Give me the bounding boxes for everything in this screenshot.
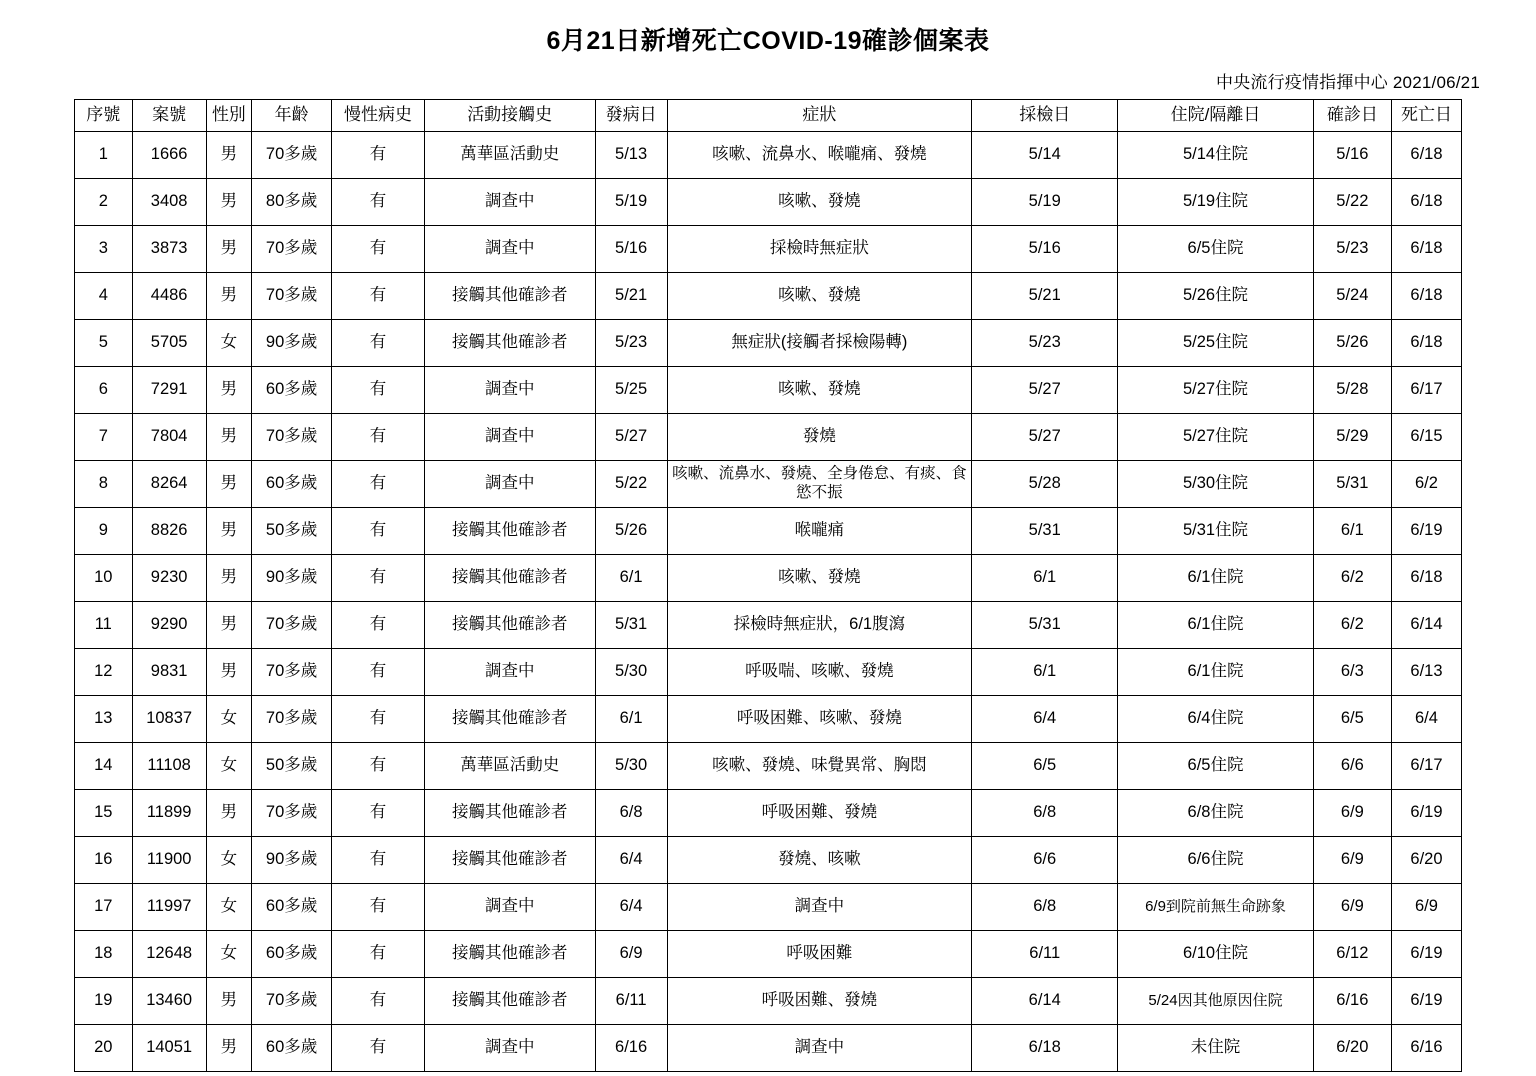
- cell-confirm-date: 6/9: [1313, 836, 1391, 883]
- table-row: [75, 366, 1462, 413]
- cell-history: 接觸其他確診者: [424, 507, 595, 554]
- cell-hospital: 未住院: [1118, 1024, 1313, 1071]
- cell-case-no: 11899: [132, 789, 206, 836]
- cell-seq: 1: [75, 131, 133, 178]
- cell-seq: 7: [75, 413, 133, 460]
- cell-chronic: 有: [332, 460, 425, 507]
- cell-confirm-date: 5/16: [1313, 131, 1391, 178]
- cell-chronic: 有: [332, 1024, 425, 1071]
- cell-hospital: 5/27住院: [1118, 366, 1313, 413]
- cell-death-date: 6/19: [1391, 977, 1461, 1024]
- cell-death-date: 6/13: [1391, 648, 1461, 695]
- cell-symptoms: 無症狀(接觸者採檢陽轉): [667, 319, 972, 366]
- cell-hospital: 5/24因其他原因住院: [1118, 977, 1313, 1024]
- source-attribution: 中央流行疫情指揮中心 2021/06/21: [1215, 72, 1480, 92]
- cell-sex: 男: [206, 272, 251, 319]
- cell-chronic: 有: [332, 601, 425, 648]
- cell-history: 調查中: [424, 178, 595, 225]
- cell-chronic: 有: [332, 883, 425, 930]
- cell-sex: 男: [206, 366, 251, 413]
- cell-confirm-date: 6/1: [1313, 507, 1391, 554]
- cell-hospital: 6/5住院: [1118, 225, 1313, 272]
- cell-symptoms: 呼吸喘、咳嗽、發燒: [667, 648, 972, 695]
- cell-onset: 6/9: [595, 930, 667, 977]
- cell-case-no: 13460: [132, 977, 206, 1024]
- cell-sample-date: 5/28: [972, 460, 1118, 507]
- cell-hospital: 5/19住院: [1118, 178, 1313, 225]
- cell-hospital: 5/25住院: [1118, 319, 1313, 366]
- column-header-symptoms: 症狀: [667, 99, 972, 131]
- cell-symptoms: 採檢時無症狀，6/1腹瀉: [667, 601, 972, 648]
- cell-history: 調查中: [424, 225, 595, 272]
- table-row: [75, 460, 1462, 507]
- cell-symptoms: 咳嗽、發燒: [667, 272, 972, 319]
- cell-sample-date: 5/31: [972, 601, 1118, 648]
- cell-confirm-date: 5/28: [1313, 366, 1391, 413]
- cell-symptoms: 喉嚨痛: [667, 507, 972, 554]
- cell-confirm-date: 6/9: [1313, 789, 1391, 836]
- cell-chronic: 有: [332, 554, 425, 601]
- cell-chronic: 有: [332, 695, 425, 742]
- table-row: [75, 413, 1462, 460]
- cell-death-date: 6/9: [1391, 883, 1461, 930]
- table-row: [75, 836, 1462, 883]
- cell-hospital: 6/4住院: [1118, 695, 1313, 742]
- cell-confirm-date: 6/6: [1313, 742, 1391, 789]
- cell-death-date: 6/18: [1391, 554, 1461, 601]
- cell-onset: 6/4: [595, 883, 667, 930]
- cell-death-date: 6/15: [1391, 413, 1461, 460]
- cell-sample-date: 5/21: [972, 272, 1118, 319]
- cell-symptoms: 咳嗽、發燒: [667, 554, 972, 601]
- cell-sample-date: 5/27: [972, 366, 1118, 413]
- cell-age: 60多歲: [251, 366, 331, 413]
- cell-sex: 男: [206, 977, 251, 1024]
- cell-age: 70多歲: [251, 695, 331, 742]
- cell-seq: 11: [75, 601, 133, 648]
- cell-hospital: 6/6住院: [1118, 836, 1313, 883]
- table-row: [75, 977, 1462, 1024]
- table-row: [75, 648, 1462, 695]
- cell-case-no: 9230: [132, 554, 206, 601]
- cell-age: 70多歲: [251, 225, 331, 272]
- table-row: [75, 742, 1462, 789]
- cell-age: 60多歲: [251, 460, 331, 507]
- cell-confirm-date: 6/5: [1313, 695, 1391, 742]
- cell-confirm-date: 5/23: [1313, 225, 1391, 272]
- column-header-onset: 發病日: [595, 99, 667, 131]
- cell-death-date: 6/18: [1391, 131, 1461, 178]
- cell-confirm-date: 5/29: [1313, 413, 1391, 460]
- death-case-table: [74, 99, 1462, 1072]
- table-row: [75, 178, 1462, 225]
- cell-hospital: 5/14住院: [1118, 131, 1313, 178]
- cell-death-date: 6/17: [1391, 742, 1461, 789]
- cell-age: 70多歲: [251, 601, 331, 648]
- cell-sex: 男: [206, 1024, 251, 1071]
- cell-death-date: 6/18: [1391, 272, 1461, 319]
- cell-death-date: 6/18: [1391, 225, 1461, 272]
- cell-hospital: 6/1住院: [1118, 554, 1313, 601]
- cell-death-date: 6/16: [1391, 1024, 1461, 1071]
- cell-sex: 男: [206, 460, 251, 507]
- cell-history: 調查中: [424, 883, 595, 930]
- cell-confirm-date: 5/31: [1313, 460, 1391, 507]
- cell-case-no: 14051: [132, 1024, 206, 1071]
- cell-sample-date: 6/1: [972, 554, 1118, 601]
- cell-death-date: 6/19: [1391, 930, 1461, 977]
- column-header-age: 年齡: [251, 99, 331, 131]
- cell-case-no: 1666: [132, 131, 206, 178]
- cell-onset: 5/31: [595, 601, 667, 648]
- cell-death-date: 6/19: [1391, 789, 1461, 836]
- cell-hospital: 6/8住院: [1118, 789, 1313, 836]
- cell-onset: 5/13: [595, 131, 667, 178]
- cell-sample-date: 5/31: [972, 507, 1118, 554]
- cell-death-date: 6/20: [1391, 836, 1461, 883]
- cell-chronic: 有: [332, 930, 425, 977]
- cell-chronic: 有: [332, 131, 425, 178]
- cell-sex: 女: [206, 319, 251, 366]
- cell-confirm-date: 6/2: [1313, 554, 1391, 601]
- cell-sex: 男: [206, 507, 251, 554]
- column-header-seq: 序號: [75, 99, 133, 131]
- cell-chronic: 有: [332, 225, 425, 272]
- cell-history: 接觸其他確診者: [424, 601, 595, 648]
- cell-history: 萬華區活動史: [424, 742, 595, 789]
- cell-symptoms: 採檢時無症狀: [667, 225, 972, 272]
- cell-hospital: 5/26住院: [1118, 272, 1313, 319]
- cell-onset: 5/19: [595, 178, 667, 225]
- cell-sample-date: 6/14: [972, 977, 1118, 1024]
- cell-case-no: 11900: [132, 836, 206, 883]
- cell-death-date: 6/14: [1391, 601, 1461, 648]
- cell-death-date: 6/18: [1391, 178, 1461, 225]
- cell-sample-date: 5/16: [972, 225, 1118, 272]
- cell-chronic: 有: [332, 977, 425, 1024]
- cell-onset: 6/16: [595, 1024, 667, 1071]
- cell-hospital: 5/31住院: [1118, 507, 1313, 554]
- column-header-hospital: 住院/隔離日: [1118, 99, 1313, 131]
- table-row: [75, 507, 1462, 554]
- cell-history: 調查中: [424, 648, 595, 695]
- table-header-row: [75, 99, 1462, 131]
- cell-symptoms: 呼吸困難、咳嗽、發燒: [667, 695, 972, 742]
- cell-seq: 17: [75, 883, 133, 930]
- cell-sex: 女: [206, 836, 251, 883]
- cell-case-no: 8264: [132, 460, 206, 507]
- cell-hospital: 6/1住院: [1118, 648, 1313, 695]
- cell-death-date: 6/18: [1391, 319, 1461, 366]
- cell-chronic: 有: [332, 178, 425, 225]
- table-row: [75, 930, 1462, 977]
- cell-symptoms: 發燒、咳嗽: [667, 836, 972, 883]
- cell-sample-date: 6/18: [972, 1024, 1118, 1071]
- cell-seq: 2: [75, 178, 133, 225]
- cell-symptoms: 呼吸困難、發燒: [667, 789, 972, 836]
- cell-chronic: 有: [332, 413, 425, 460]
- cell-seq: 10: [75, 554, 133, 601]
- cell-hospital: 5/30住院: [1118, 460, 1313, 507]
- table-row: [75, 319, 1462, 366]
- cell-history: 接觸其他確診者: [424, 977, 595, 1024]
- cell-seq: 8: [75, 460, 133, 507]
- cell-death-date: 6/17: [1391, 366, 1461, 413]
- cell-sample-date: 5/23: [972, 319, 1118, 366]
- cell-confirm-date: 6/9: [1313, 883, 1391, 930]
- cell-onset: 5/27: [595, 413, 667, 460]
- cell-case-no: 9831: [132, 648, 206, 695]
- cell-confirm-date: 5/24: [1313, 272, 1391, 319]
- cell-confirm-date: 6/16: [1313, 977, 1391, 1024]
- cell-seq: 20: [75, 1024, 133, 1071]
- cell-symptoms: 咳嗽、流鼻水、喉嚨痛、發燒: [667, 131, 972, 178]
- cell-confirm-date: 6/20: [1313, 1024, 1391, 1071]
- cell-seq: 4: [75, 272, 133, 319]
- cell-case-no: 8826: [132, 507, 206, 554]
- cell-case-no: 11108: [132, 742, 206, 789]
- cell-age: 80多歲: [251, 178, 331, 225]
- cell-sample-date: 6/6: [972, 836, 1118, 883]
- cell-age: 70多歲: [251, 977, 331, 1024]
- cell-sex: 男: [206, 648, 251, 695]
- cell-hospital: 6/5住院: [1118, 742, 1313, 789]
- cell-history: 調查中: [424, 366, 595, 413]
- cell-onset: 5/23: [595, 319, 667, 366]
- cell-age: 70多歲: [251, 272, 331, 319]
- cell-age: 50多歲: [251, 507, 331, 554]
- cell-onset: 6/8: [595, 789, 667, 836]
- cell-age: 90多歲: [251, 836, 331, 883]
- cell-chronic: 有: [332, 366, 425, 413]
- cell-chronic: 有: [332, 507, 425, 554]
- cell-symptoms: 呼吸困難、發燒: [667, 977, 972, 1024]
- cell-case-no: 3408: [132, 178, 206, 225]
- cell-sex: 男: [206, 789, 251, 836]
- cell-history: 調查中: [424, 413, 595, 460]
- column-header-case-no: 案號: [132, 99, 206, 131]
- cell-confirm-date: 5/22: [1313, 178, 1391, 225]
- cell-confirm-date: 6/3: [1313, 648, 1391, 695]
- cell-confirm-date: 6/12: [1313, 930, 1391, 977]
- cell-history: 萬華區活動史: [424, 131, 595, 178]
- cell-seq: 14: [75, 742, 133, 789]
- cell-case-no: 11997: [132, 883, 206, 930]
- table-container: [0, 99, 1536, 1072]
- cell-age: 70多歲: [251, 413, 331, 460]
- cell-seq: 5: [75, 319, 133, 366]
- cell-sample-date: 6/8: [972, 789, 1118, 836]
- table-row: [75, 554, 1462, 601]
- cell-onset: 5/30: [595, 742, 667, 789]
- cell-age: 60多歲: [251, 883, 331, 930]
- cell-age: 90多歲: [251, 554, 331, 601]
- table-row: [75, 695, 1462, 742]
- page-title: 6月21日新增死亡COVID-19確診個案表: [546, 27, 990, 55]
- cell-symptoms: 咳嗽、發燒: [667, 178, 972, 225]
- cell-case-no: 10837: [132, 695, 206, 742]
- table-row: [75, 131, 1462, 178]
- cell-sex: 女: [206, 742, 251, 789]
- cell-seq: 3: [75, 225, 133, 272]
- cell-symptoms: 咳嗽、發燒、味覺異常、胸悶: [667, 742, 972, 789]
- cell-sample-date: 6/11: [972, 930, 1118, 977]
- cell-case-no: 7291: [132, 366, 206, 413]
- cell-chronic: 有: [332, 319, 425, 366]
- cell-sex: 女: [206, 930, 251, 977]
- cell-onset: 6/11: [595, 977, 667, 1024]
- cell-sex: 男: [206, 131, 251, 178]
- cell-seq: 13: [75, 695, 133, 742]
- table-row: [75, 272, 1462, 319]
- cell-case-no: 5705: [132, 319, 206, 366]
- cell-history: 接觸其他確診者: [424, 554, 595, 601]
- cell-sex: 女: [206, 695, 251, 742]
- cell-confirm-date: 5/26: [1313, 319, 1391, 366]
- column-header-history: 活動接觸史: [424, 99, 595, 131]
- cell-confirm-date: 6/2: [1313, 601, 1391, 648]
- cell-age: 70多歲: [251, 131, 331, 178]
- cell-chronic: 有: [332, 648, 425, 695]
- cell-case-no: 12648: [132, 930, 206, 977]
- cell-sample-date: 6/5: [972, 742, 1118, 789]
- table-row: [75, 883, 1462, 930]
- cell-hospital: 6/9到院前無生命跡象: [1118, 883, 1313, 930]
- column-header-confirm-date: 確診日: [1313, 99, 1391, 131]
- cell-case-no: 9290: [132, 601, 206, 648]
- cell-sample-date: 6/4: [972, 695, 1118, 742]
- cell-onset: 6/4: [595, 836, 667, 883]
- cell-sex: 女: [206, 883, 251, 930]
- cell-sex: 男: [206, 554, 251, 601]
- cell-seq: 18: [75, 930, 133, 977]
- cell-chronic: 有: [332, 789, 425, 836]
- column-header-death-date: 死亡日: [1391, 99, 1461, 131]
- cell-age: 70多歲: [251, 648, 331, 695]
- cell-history: 調查中: [424, 1024, 595, 1071]
- cell-chronic: 有: [332, 836, 425, 883]
- cell-sample-date: 5/14: [972, 131, 1118, 178]
- cell-symptoms: 調查中: [667, 1024, 972, 1071]
- table-row: [75, 1024, 1462, 1071]
- cell-history: 接觸其他確診者: [424, 930, 595, 977]
- cell-onset: 5/16: [595, 225, 667, 272]
- cell-history: 接觸其他確診者: [424, 319, 595, 366]
- cell-onset: 6/1: [595, 695, 667, 742]
- cell-death-date: 6/4: [1391, 695, 1461, 742]
- cell-symptoms: 咳嗽、流鼻水、發燒、全身倦怠、有痰、食慾不振: [667, 460, 972, 507]
- column-header-sample-date: 採檢日: [972, 99, 1118, 131]
- cell-seq: 9: [75, 507, 133, 554]
- table-row: [75, 601, 1462, 648]
- cell-hospital: 6/1住院: [1118, 601, 1313, 648]
- column-header-chronic: 慢性病史: [332, 99, 425, 131]
- table-row: [75, 789, 1462, 836]
- cell-history: 調查中: [424, 460, 595, 507]
- cell-seq: 6: [75, 366, 133, 413]
- cell-onset: 5/26: [595, 507, 667, 554]
- cell-sex: 男: [206, 178, 251, 225]
- cell-chronic: 有: [332, 742, 425, 789]
- cell-history: 接觸其他確診者: [424, 789, 595, 836]
- column-header-sex: 性別: [206, 99, 251, 131]
- cell-hospital: 5/27住院: [1118, 413, 1313, 460]
- cell-symptoms: 發燒: [667, 413, 972, 460]
- cell-age: 60多歲: [251, 1024, 331, 1071]
- cell-symptoms: 咳嗽、發燒: [667, 366, 972, 413]
- cell-seq: 16: [75, 836, 133, 883]
- cell-history: 接觸其他確診者: [424, 695, 595, 742]
- cell-hospital: 6/10住院: [1118, 930, 1313, 977]
- cell-sample-date: 5/27: [972, 413, 1118, 460]
- cell-onset: 5/25: [595, 366, 667, 413]
- cell-death-date: 6/19: [1391, 507, 1461, 554]
- cell-age: 70多歲: [251, 789, 331, 836]
- cell-case-no: 7804: [132, 413, 206, 460]
- cell-seq: 12: [75, 648, 133, 695]
- cell-age: 50多歲: [251, 742, 331, 789]
- cell-seq: 15: [75, 789, 133, 836]
- cell-symptoms: 呼吸困難: [667, 930, 972, 977]
- cell-sample-date: 5/19: [972, 178, 1118, 225]
- cell-chronic: 有: [332, 272, 425, 319]
- cell-onset: 5/21: [595, 272, 667, 319]
- cell-seq: 19: [75, 977, 133, 1024]
- cell-sex: 男: [206, 225, 251, 272]
- cell-onset: 5/30: [595, 648, 667, 695]
- cell-sample-date: 6/8: [972, 883, 1118, 930]
- table-row: [75, 225, 1462, 272]
- cell-age: 60多歲: [251, 930, 331, 977]
- cell-case-no: 3873: [132, 225, 206, 272]
- cell-sample-date: 6/1: [972, 648, 1118, 695]
- cell-death-date: 6/2: [1391, 460, 1461, 507]
- cell-onset: 5/22: [595, 460, 667, 507]
- cell-history: 接觸其他確診者: [424, 836, 595, 883]
- cell-sex: 男: [206, 601, 251, 648]
- cell-age: 90多歲: [251, 319, 331, 366]
- cell-symptoms: 調查中: [667, 883, 972, 930]
- cell-case-no: 4486: [132, 272, 206, 319]
- cell-onset: 6/1: [595, 554, 667, 601]
- cell-sex: 男: [206, 413, 251, 460]
- cell-history: 接觸其他確診者: [424, 272, 595, 319]
